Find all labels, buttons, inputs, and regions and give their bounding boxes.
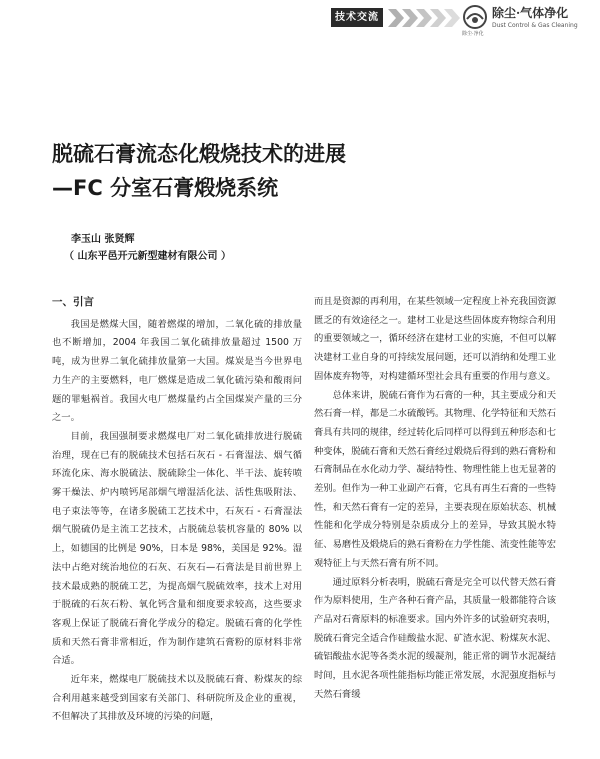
paragraph: 而且是资源的再利用，在某些领域一定程度上补充我国资源匮乏的有效途径之一。建材工业是这些固体废弃物综合利用的重要领域之一，循环经济在建材工业的实施，不但可以解决建材工业自身的可持续发展问题，还可以消纳和处理工业固体废弃物等，对构建循环型社会具有重要的作用与意义。 [314,296,556,382]
affiliation: （ 山东平邑开元新型建材有限公司 ） [64,251,231,262]
left-column [52,293,302,727]
brand-small-label: 除尘·净化 [462,31,484,37]
brand-name: 除尘·气体净化 [492,6,569,20]
chevron-arrows-icon [388,9,460,27]
paragraph: 目前，我国强制要求燃煤电厂对二氧化硫排放进行脱硫治理，现在已有的脱硫技术包括石灰石 - 石膏湿法、烟气循环流化床、海水脱硫法、脱硫除尘一体化、半干法、旋转喷雾干燥法、炉内喷钙尾部烟气增湿活化法、活性焦吸附法、电子束法等等，在诸多脱硫工艺技术中，石灰石 - 石膏湿法烟气脱硫仍是主流工艺技术，占脱硫总装机容量的 80% 以上，如德国的比例是 90%，日本是 98%，美国是 92%。湿法中占绝对统治地位的石灰、石灰石—石膏法是目前世界上技术最成熟的脱硫工艺，为提高烟气脱硫效率，技术上对用于脱硫的石灰石粉、氧化钙含量和细度要求较高，这些要求客观上保证了脱硫石膏化学成分的稳定。脱硫石膏的化学性质和天然石膏非常相近，作为制作建筑石膏粉的原材料非常合适。 [52,430,302,667]
paragraph: 通过原料分析表明，脱硫石膏是完全可以代替天然石膏作为原料使用，生产各种石膏产品，其质量一般都能符合该产品对石膏原料的标准要求。国内外许多的试验研究表明，脱硫石膏完全适合作硅酸盐水泥、矿渣水泥、粉煤灰水泥、硫铝酸盐水泥等各类水泥的缓凝剂，能正常的调节水泥凝结时间，且水泥各项性能指标均能正常发展，水泥强度指标与天然石膏缓 [314,576,556,700]
brand-subtitle: Dust Control & Gas Cleaning [492,22,578,29]
authors: 李玉山 张贤辉 [71,234,135,245]
paragraph: 总体来讲，脱硫石膏作为石膏的一种，其主要成分和天然石膏一样，都是二水硫酸钙。其物理、化学特征和天然石膏具有共同的规律，经过转化后同样可以得到五种形态和七种变体，脱硫石膏和天然石膏经过煅烧后得到的熟石膏粉和石膏制品在水化动力学、凝结特性、物理性能上也无显著的差别。但作为一种工业副产石膏，它具有再生石膏的一些特性，和天然石膏有一定的差异，主要表现在原始状态、机械性能和化学成分特别是杂质成分上的差异，导致其脱水特征、易磨性及煅烧后的熟石膏粉在力学性能、流变性能等宏观特征上与天然石膏有所不同。 [314,389,556,569]
right-column [314,293,556,704]
section-heading: 一、引言 [52,296,94,308]
paragraph: 我国是燃煤大国，随着燃煤的增加，二氧化硫的排放量也不断增加，2004 年我国二氧化硫排放量超过 1500 万吨，成为世界二氧化硫排放量第一大国。煤炭是当今世界电力生产的主要燃料，电厂燃煤是造成二氧化硫污染和酸雨问题的罪魁祸首。我国火电厂燃煤量约占全国煤炭产量的三分之一。 [52,318,302,424]
section-tag: 技术交流 [331,8,383,27]
article-title-line1: 脱硫石膏流态化煅烧技术的进展 [52,142,346,166]
paragraph: 近年来，燃煤电厂脱硫技术以及脱硫石膏、粉煤灰的综合利用越来越受到国家有关部门、科研院所及企业的重视，不但解决了其排放及环境的污染的问题， [52,674,302,723]
brand-logo-icon [462,4,488,30]
article-title-line2: —FC 分室石膏煅烧系统 [52,176,279,200]
